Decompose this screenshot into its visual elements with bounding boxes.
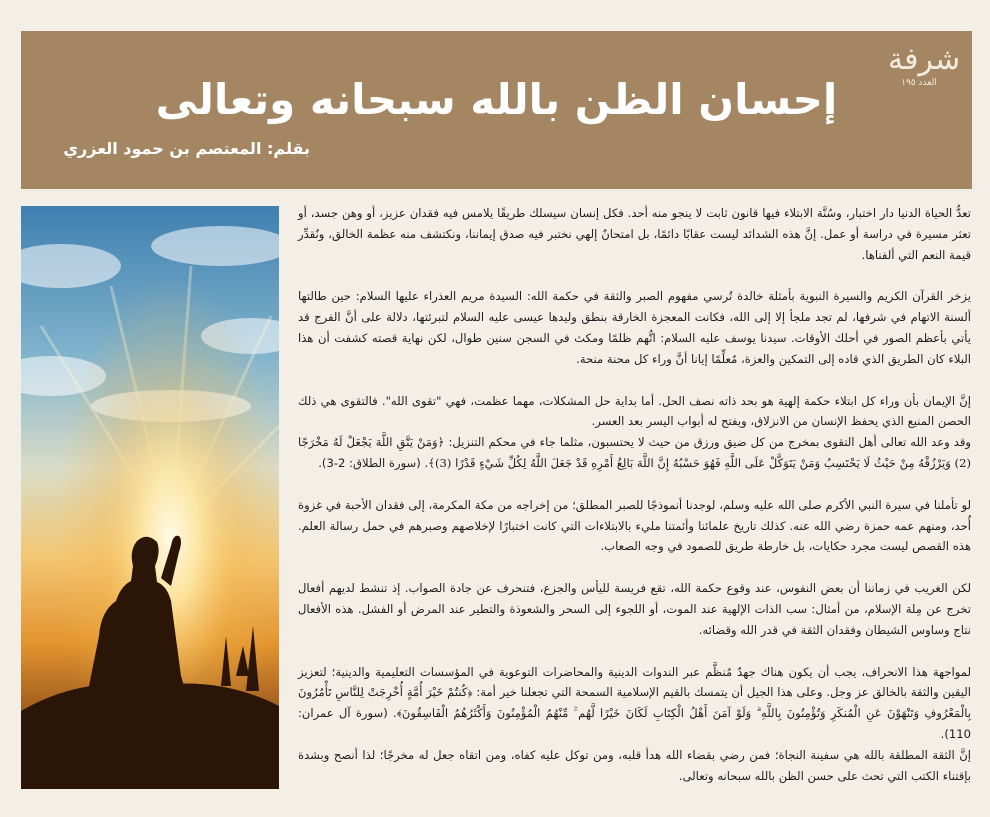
article-title: إحسان الظن بالله سبحانه وتعالى bbox=[155, 75, 838, 124]
verse-reference-al-imran: . (سورة آل عمران: 110). bbox=[298, 706, 971, 741]
quran-verse-al-imran: ﴿كُنتُمْ خَيْرَ أُمَّةٍ أُخْرِجَتْ لِلنَّاسِ تَأْمُرُونَ بِالْمَعْرُوفِ وَتَنْهَوْنَ عَنِ الْمُنكَرِ وَتُؤْمِنُونَ بِاللَّهِ ۗ وَلَوْ آمَنَ أَهْلُ الْكِتَابِ لَكَانَ خَيْرًا لَّهُم ۚ مِّنْهُمُ الْمُؤْمِنُونَ وَأَكْثَرُهُمُ الْفَاسِقُونَ﴾ bbox=[298, 685, 972, 721]
quran-verse-talaq: ﴿وَمَنْ يَتَّقِ اللَّهَ يَجْعَلْ لَهُ مَخْرَجًا (2) وَيَرْزُقْهُ مِنْ حَيْثُ لَا يَحْتَسِبُ وَمَنْ يَتَوَكَّلْ عَلَى اللَّهِ فَهُوَ حَسْبُهُ إِنَّ اللَّهَ بَالِغُ أَمْرِهِ قَدْ جَعَلَ اللَّهُ لِكُلِّ شَيْءٍ قَدْرًا (3)﴾ bbox=[298, 435, 971, 470]
paragraph-6-text: لمواجهة هذا الانحراف، يجب أن يكون هناك جهدٌ مُنظَّم عبر الندوات الدينية والمحاضرات التوعوية في المؤسسات التعليمية والدينية؛ لتعزيز اليقين والثقة بالخالق عز وجل. وعلى هذا الجيل أن يتمسك بالقيم الإسلامية السمحة التي تجعلنا خير أمة: bbox=[298, 664, 972, 700]
article-author: بقلم: المعتصم بن حمود العزري bbox=[63, 139, 310, 158]
paragraph-3a: إنَّ الإيمان بأن وراء كل ابتلاء حكمة إلهية هو بحد ذاته نصف الحل. أما بداية حل المشكلات، مهما عظمت، فهي "تقوى الله". فالتقوى هي ذلك الحصن المنيع الذي يحفظ الإنسان من الانزلاق، ويفتح له أبواب اليسر بعد العسر. bbox=[298, 393, 971, 429]
issue-number: العدد ١٩٥ bbox=[901, 78, 937, 88]
praying-man-sunset-image bbox=[21, 206, 279, 789]
article-body bbox=[298, 203, 971, 807]
verse-reference-talaq: . (سورة الطلاق: 2-3). bbox=[318, 455, 429, 470]
paragraph-1: تعدُّ الحياة الدنيا دار اختبار، وسُنَّة الابتلاء فيها قانون ثابت لا ينجو منه أحد. فكل إنسان سيسلك طريقًا يلامس فيه فقدان عزيز، أو وهن جسد، أو تعثر مسيرة في دراسة أو عمل. إنَّ هذه الشدائد ليست عقابًا دائمًا، بل امتحانٌ إلهي نختبر فيه صدق إيماننا، ونكتشف منه عظمة الخالق، ونُقدِّر قيمة النعم التي ألفناها. bbox=[298, 206, 971, 262]
header-banner bbox=[21, 31, 972, 189]
paragraph-6 bbox=[298, 662, 971, 745]
paragraph-2: يزخر القرآن الكريم والسيرة النبوية بأمثلة خالدة تُرسي مفهوم الصبر والثقة في حكمة الله: السيدة مريم العذراء عليها السلام: حين طالتها ألسنة الاتهام في شرفها، لم تجد ملجأ إلا إلى الله، فكانت المعجزة الخارقة بنطق وليدها عيسى عليه السلام لتبرئتها، دلالة على أنَّ الفرج قد يأتي بأعظم الصور في أحلك الأوقات. سيدنا يوسف عليه السلام: اتُّهم ظلمًا ومكث في السجن سنين طوال، لكن نهاية قصته كشفت أن هذا البلاء كان الطريق الذي قاده إلى التمكين والعزة، مُعلِّمًا إيانا أنَّ وراء كل محنة منحة. bbox=[298, 289, 971, 366]
logo-mark: شرفة bbox=[888, 42, 961, 77]
paragraph-3b-text: وقد وعد الله تعالى أهل التقوى بمخرج من كل ضيق ورزق من حيث لا يحتسبون، مثلما جاء في محكم التنزيل: bbox=[444, 435, 971, 450]
paragraph-7: إنَّ الثقة المطلقة بالله هي سفينة النجاة؛ فمن رضي بقضاء الله هدأ قلبه، ومن توكل عليه كفاه، ومن اتقاه جعل له مخرجًا؛ لذا أنصح وبشدة بإقتناء الكتب التي تحث على حسن الظن بالله سبحانه وتعالى. bbox=[298, 747, 971, 783]
paragraph-4: لو تأملنا في سيرة النبي الأكرم صلى الله عليه وسلم، لوجدنا أنموذجًا للصبر المطلق؛ من إخراجه من مكة المكرمة، إلى فقدان الأحبة في غزوة أُحد، ومنهم عمه حمزة رضي الله عنه. كذلك تاريخ علمائنا وأئمتنا مليء بالابتلاءات التي كانت اختبارًا لإخلاصهم وصبرهم في حمل رسالة العلم. هذه القصص ليست مجرد حكايات، بل خارطة طريق للصمود في وجه الصعاب. bbox=[298, 497, 971, 554]
paragraph-3b bbox=[298, 432, 971, 474]
paragraph-5: لكن الغريب في زماننا أن بعض النفوس، عند وقوع حكمة الله، تقع فريسة لليأس والجزع، فتنحرف عن جادة الصواب. إذ تنشط لديهم أفعال تخرج عن مِلة الإسلام، من أمثال: سب الذات الإلهية عند الموت، أو اللجوء إلى السحر والشعوذة والتطير عند المرض أو الفشل. هذه الأفعال نتاج وساوس الشيطان وفقدان الثقة في قدر الله وقضائه. bbox=[298, 581, 971, 637]
